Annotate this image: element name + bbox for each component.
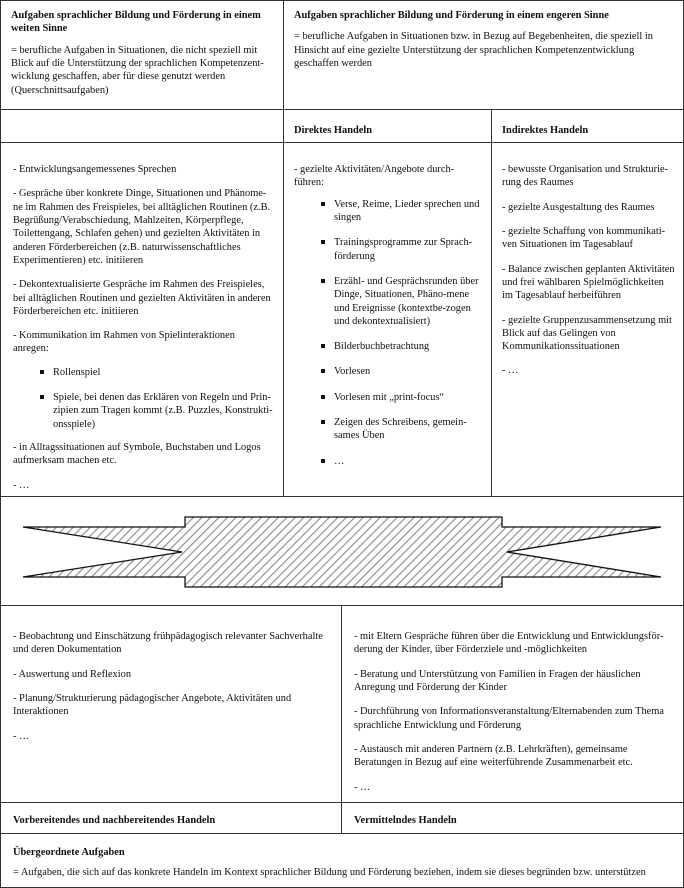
col1-item: - Gespräche über konkrete Dinge, Situationen und Phänome-ne im Rahmen des Freispieles, bei alltäglichen Routinen (z.B. Begrüßung/Verabschiedung, Mahlzeiten, Körperpflege, Toilettengang, Schlafen gehen) und gezielten Aktivitäten in anderen Förderbereichen (z.B. naturwissenschaftliches Experimentieren) etc. initiieren bbox=[13, 188, 271, 266]
header-direct-cell bbox=[283, 109, 492, 143]
col2-bullet: Zeigen des Schreibens, gemein-sames Üben bbox=[294, 416, 481, 443]
bottom-right-item: - … bbox=[354, 781, 371, 793]
header-indirect-cell bbox=[491, 109, 684, 143]
col1-bullet: Spiele, bei denen das Erklären von Regeln und Prin-zipien zum Tragen kommt (z.B. Puzzles, Konstrukti-onsspiele) bbox=[13, 391, 273, 431]
top-left-title: Aufgaben sprachlicher Bildung und Förderung in einem weiten Sinne bbox=[11, 10, 261, 35]
bottom-right-item: - Austausch mit anderen Partnern (z.B. Lehrkräften), gemeinsame Beratungen in Bezug auf eine weiterführende Zusammenarbeit etc. bbox=[354, 743, 633, 769]
bottom-right-label-cell bbox=[341, 802, 684, 834]
col1-cell bbox=[0, 142, 284, 497]
col2-bullet: Trainingsprogramme zur Sprach-förderung bbox=[294, 236, 481, 263]
footer-cell bbox=[0, 833, 684, 888]
col2-intro: - gezielte Aktivitäten/Angebote durch-führen: bbox=[294, 164, 455, 189]
col2-bullet: Verse, Reime, Lieder sprechen und singen bbox=[294, 198, 481, 225]
footer-text: = Aufgaben, die sich auf das konkrete Handeln im Kontext sprachlicher Bildung und Förderung beziehen, indem sie dieses begründen bzw. unterstützen bbox=[13, 867, 646, 879]
col1-item: - Kommunikation im Rahmen von Spielinteraktionen anregen: bbox=[13, 330, 235, 355]
top-right-title: Aufgaben sprachlicher Bildung und Förderung in einem engeren Sinne bbox=[294, 10, 609, 21]
col2-bullet: Erzähl- und Gesprächsrunden über Dinge, Situationen, Phäno-mene und Ereignisse (kontextbe-zogen und dekontextualisiert) bbox=[294, 275, 481, 328]
direct-handeln-header: Direktes Handeln bbox=[294, 125, 373, 136]
col1-bullet: Rollenspiel bbox=[13, 366, 273, 379]
top-right-cell bbox=[283, 0, 684, 110]
header-empty-cell bbox=[0, 109, 284, 143]
col3-item: - gezielte Ausgestaltung des Raumes bbox=[502, 201, 655, 213]
col2-bullet-list bbox=[294, 198, 481, 468]
col1-item: - … bbox=[13, 479, 30, 491]
bottom-right-item: - Beratung und Unterstützung von Familien in Fragen der häuslichen Anregung und Förderung der Kinder bbox=[354, 668, 641, 693]
col3-item: - gezielte Schaffung von kommunikati-ven Situationen im Tagesablauf bbox=[502, 225, 666, 251]
col2-bullet: Bilderbuchbetrachtung bbox=[294, 340, 481, 353]
bottom-left-label-cell bbox=[0, 802, 342, 834]
col3-item: - Balance zwischen geplanten Aktivitäten und frei wählbaren Spielmöglichkeiten im Tagesablauf herbeiführen bbox=[502, 263, 675, 302]
bottom-left-cell bbox=[0, 605, 342, 803]
indirect-handeln-header: Indirektes Handeln bbox=[502, 125, 589, 136]
col1-item: - Entwicklungsangemessenes Sprechen bbox=[13, 164, 177, 175]
col3-item: - … bbox=[502, 365, 519, 377]
bottom-left-item: - Auswertung und Reflexion bbox=[13, 668, 132, 680]
bottom-right-item: - mit Eltern Gespräche führen über die Entwicklung und Entwicklungsför-derung der Kinder, über Förderziele und -möglichkeiten bbox=[354, 631, 664, 656]
col1-item: - Dekontextualisierte Gespräche im Rahmen des Freispieles, bei alltäglichen Routinen und gezielten Aktivitäten in anderen Förderbereichen etc. initiieren bbox=[13, 279, 271, 317]
col2-cell bbox=[283, 142, 492, 497]
col3-item: - bewusste Organisation und Strukturie-rung des Raumes bbox=[502, 164, 669, 189]
double-arrow-icon bbox=[1, 497, 684, 606]
bottom-right-cell bbox=[341, 605, 684, 803]
bottom-right-item: - Durchführung von Informationsveranstaltung/Elternabenden zum Thema sprachliche Entwicklung und Förderung bbox=[354, 706, 664, 731]
col3-item: - gezielte Gruppenzusammensetzung mit Blick auf das Gelingen von Kommunikationssituationen bbox=[502, 314, 672, 353]
col1-bullet-list bbox=[13, 366, 273, 431]
vermittelndes-handeln-label: Vermittelndes Handeln bbox=[354, 815, 457, 826]
bottom-left-item: - Planung/Strukturierung pädagogischer Angebote, Aktivitäten und Interaktionen bbox=[13, 692, 292, 718]
top-left-cell bbox=[0, 0, 284, 110]
col1-item: - in Alltagssituationen auf Symbole, Buchstaben und Logos aufmerksam machen etc. bbox=[13, 442, 261, 467]
vorbereitendes-handeln-label: Vorbereitendes und nachbereitendes Handeln bbox=[13, 815, 216, 826]
col2-bullet: Vorlesen bbox=[294, 365, 481, 378]
col2-bullet: Vorlesen mit „print-focus“ bbox=[294, 391, 481, 404]
footer-title: Übergeordnete Aufgaben bbox=[13, 847, 125, 858]
col2-bullet: … bbox=[294, 455, 481, 468]
col3-cell bbox=[491, 142, 684, 497]
top-left-text: = berufliche Aufgaben in Situationen, die nicht speziell mit Blick auf die Unterstützung der sprachlichen Kompetenzent-wicklung geschaffen, aber für diese genutzt werden (Querschnittsaufgaben) bbox=[11, 44, 264, 96]
bottom-left-item: - … bbox=[13, 730, 30, 742]
top-right-text: = berufliche Aufgaben in Situationen bzw. in Bezug auf Begebenheiten, die speziell in Hinsicht auf eine gezielte Unterstützung der sprachlichen Kompetenzentwicklung geschaffen werden bbox=[294, 31, 653, 69]
arrow-band bbox=[0, 496, 684, 606]
bottom-left-item: - Beobachtung und Einschätzung frühpädagogisch relevanter Sachverhalte und deren Dokumentation bbox=[13, 631, 323, 656]
